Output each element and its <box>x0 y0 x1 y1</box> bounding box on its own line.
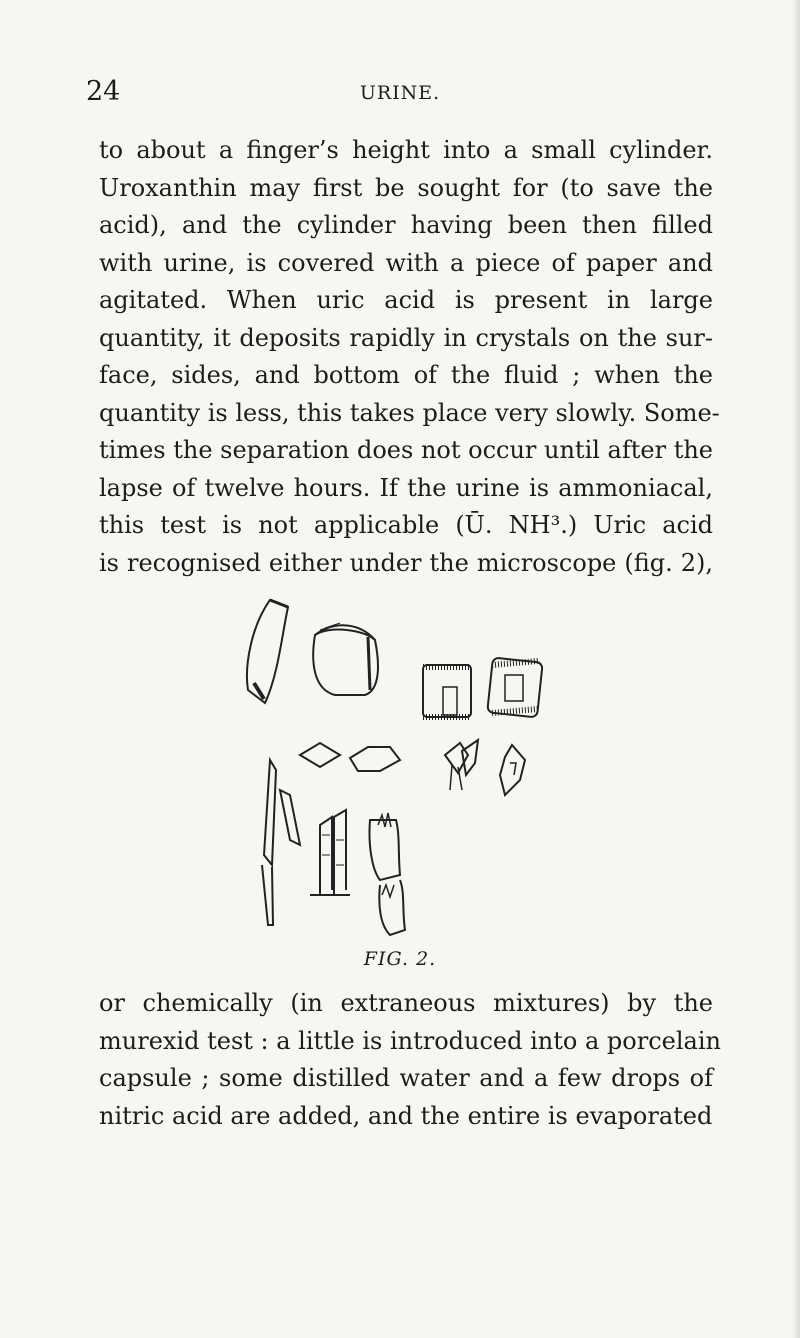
text-line: with urine, is covered with a piece of paper and <box>99 248 713 277</box>
page-header <box>86 76 714 116</box>
figure-caption: FIG. 2. <box>363 948 437 970</box>
crystal-rect-icon <box>487 658 542 718</box>
text-line: or chemically (in extraneous mixtures) by the <box>99 989 713 1017</box>
crystal-whetstone-icon <box>247 600 288 703</box>
crystal-prism-cluster-icon <box>310 810 350 895</box>
text-line: is recognised either under the microscope (fig. 2), <box>99 548 713 577</box>
text-line: quantity is less, this takes place very slowly. Some- <box>99 398 720 427</box>
text-line: agitated. When uric acid is present in large <box>99 286 713 314</box>
running-title: URINE. <box>359 82 441 104</box>
text-line: murexid test : a little is introduced into a porcelain <box>99 1026 721 1055</box>
crystal-barrel-icon <box>313 623 378 695</box>
text-line: to about a finger’s height into a small cylinder. <box>99 136 713 164</box>
crystal-needle-icon <box>262 760 300 925</box>
crystal-diamond-icon <box>500 745 525 795</box>
text-line: Uroxanthin may first be sought for (to save the <box>99 173 713 202</box>
text-line: capsule ; some distilled water and a few drops of <box>99 1064 713 1092</box>
page-edge-shadow <box>792 0 800 1338</box>
text-line: lapse of twelve hours. If the urine is ammoniacal, <box>99 473 713 502</box>
page-number: 24 <box>86 76 121 107</box>
crystal-serrated-icon <box>369 813 405 935</box>
text-line: acid), and the cylinder having been then filled <box>99 211 713 239</box>
text-line: quantity, it deposits rapidly in crystals on the sur- <box>99 323 713 352</box>
uric-acid-crystals-figure <box>240 595 570 955</box>
paragraph-bottom <box>99 985 721 1135</box>
text-line: this test is not applicable (Ū. NH³.) Uric acid <box>99 511 713 539</box>
text-line: face, sides, and bottom of the fluid ; when the <box>99 361 713 389</box>
paragraph-top <box>99 132 720 582</box>
crystal-cross-icon <box>445 740 478 790</box>
text-line: nitric acid are added, and the entire is evaporated <box>99 1101 713 1130</box>
crystal-rhombus-icon <box>300 743 400 771</box>
crystal-square-icon <box>423 665 471 717</box>
text-line: times the separation does not occur until after the <box>99 436 714 464</box>
